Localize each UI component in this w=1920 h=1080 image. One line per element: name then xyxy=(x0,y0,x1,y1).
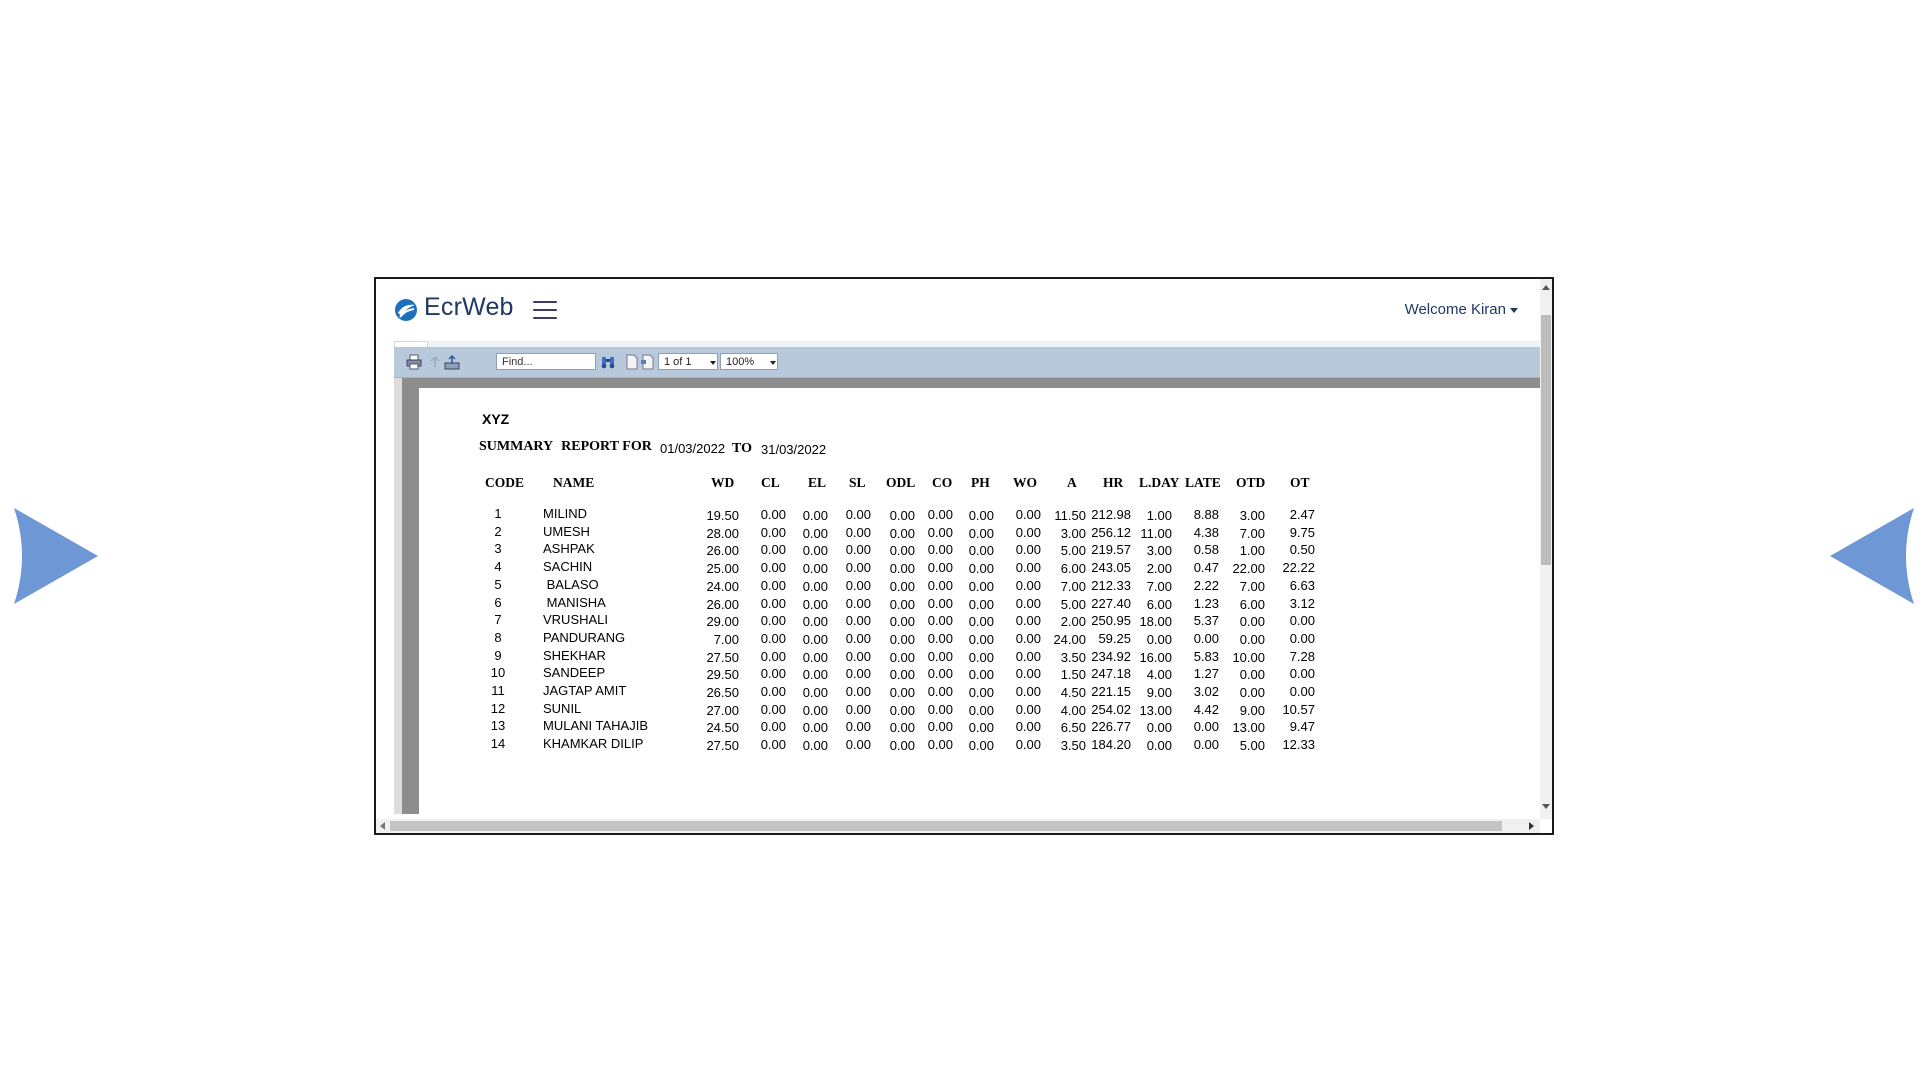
cell-el: 0.00 xyxy=(802,525,828,541)
cell-ot: 0.00 xyxy=(1289,684,1315,699)
cell-ph: 0.00 xyxy=(968,702,994,718)
cell-odl: 0.00 xyxy=(889,578,915,594)
cell-wd: 24.50 xyxy=(706,720,739,736)
cell-hr: 59.25 xyxy=(1098,630,1131,646)
cell-lday: 3.00 xyxy=(1146,543,1172,559)
cell-el: 0.00 xyxy=(802,614,828,630)
cell-a: 6.50 xyxy=(1060,720,1086,736)
cell-otd: 13.00 xyxy=(1232,720,1265,736)
report-page xyxy=(419,388,1540,814)
cell-wo: 0.00 xyxy=(1015,524,1041,540)
cell-el: 0.00 xyxy=(802,596,828,612)
column-header-code: CODE xyxy=(485,475,525,490)
cell-ot: 7.28 xyxy=(1289,648,1315,664)
ecrweb-logo-icon xyxy=(394,298,418,322)
cell-otd: 22.00 xyxy=(1232,561,1265,577)
cell-wd: 19.50 xyxy=(706,508,739,523)
column-header-cl: CL xyxy=(761,475,780,490)
cell-otd: 0.00 xyxy=(1239,631,1265,647)
cell-cl: 0.00 xyxy=(760,666,786,682)
page-dropdown-icon[interactable] xyxy=(710,361,716,365)
cell-lday: 6.00 xyxy=(1146,596,1172,612)
cell-ot: 9.75 xyxy=(1289,524,1315,540)
cell-wd: 26.00 xyxy=(706,596,739,612)
cell-hr: 226.77 xyxy=(1091,719,1131,735)
cell-el: 0.00 xyxy=(802,720,828,736)
cell-name: UMESH xyxy=(543,523,590,539)
previous-slide-arrow-icon[interactable] xyxy=(1830,508,1916,604)
horizontal-scroll-thumb[interactable] xyxy=(390,821,1502,831)
cell-late: 3.02 xyxy=(1193,684,1219,699)
cell-ot: 3.12 xyxy=(1289,595,1315,611)
cell-cl: 0.00 xyxy=(760,613,786,629)
cell-co: 0.00 xyxy=(927,630,953,646)
column-header-otd: OTD xyxy=(1236,475,1266,490)
column-header-wd: WD xyxy=(711,475,735,490)
report-title xyxy=(479,439,652,455)
vertical-scroll-thumb[interactable] xyxy=(1541,315,1551,565)
cell-ot: 0.50 xyxy=(1289,542,1315,558)
cell-otd: 7.00 xyxy=(1239,525,1265,541)
cell-odl: 0.00 xyxy=(889,738,915,754)
cell-name: MULANI TAHAJIB xyxy=(543,718,648,734)
cell-wd: 28.00 xyxy=(706,525,739,541)
cell-co: 0.00 xyxy=(927,701,953,717)
zoom-select[interactable]: 100% xyxy=(720,353,778,370)
binoculars-icon[interactable] xyxy=(600,354,616,370)
cell-lday: 0.00 xyxy=(1146,738,1172,754)
cell-odl: 0.00 xyxy=(889,685,915,700)
cell-late: 5.37 xyxy=(1193,613,1219,629)
welcome-label: Welcome Kiran xyxy=(1404,301,1506,318)
cell-cl: 0.00 xyxy=(760,560,786,576)
cell-otd: 0.00 xyxy=(1239,685,1265,700)
previous-arrow-icon[interactable] xyxy=(427,354,443,370)
cell-a: 5.00 xyxy=(1060,596,1086,612)
cell-odl: 0.00 xyxy=(889,667,915,683)
cell-code: 13 xyxy=(490,718,506,734)
cell-hr: 184.20 xyxy=(1091,737,1131,753)
cell-wd: 24.00 xyxy=(706,578,739,594)
cell-wo: 0.00 xyxy=(1015,542,1041,558)
cell-late: 4.42 xyxy=(1193,701,1219,717)
cell-ph: 0.00 xyxy=(968,649,994,665)
cell-ot: 12.33 xyxy=(1282,737,1315,753)
cell-wd: 29.50 xyxy=(706,667,739,683)
cell-lday: 7.00 xyxy=(1146,578,1172,594)
cell-late: 5.83 xyxy=(1193,648,1219,664)
cell-otd: 9.00 xyxy=(1239,702,1265,718)
cell-a: 4.50 xyxy=(1060,685,1086,700)
cell-a: 3.50 xyxy=(1060,649,1086,665)
cell-code: 6 xyxy=(494,594,502,610)
cell-cl: 0.00 xyxy=(760,737,786,753)
cell-ph: 0.00 xyxy=(968,685,994,700)
cell-code: 8 xyxy=(494,629,502,645)
hamburger-menu-icon[interactable] xyxy=(533,301,557,321)
cell-cl: 0.00 xyxy=(760,542,786,558)
cell-odl: 0.00 xyxy=(889,543,915,559)
cell-name: PANDURANG xyxy=(543,629,626,645)
cell-name: ASHPAK xyxy=(543,541,595,557)
cell-ph: 0.00 xyxy=(968,508,994,523)
cell-wo: 0.00 xyxy=(1015,613,1041,629)
cell-cl: 0.00 xyxy=(760,524,786,540)
cell-code: 9 xyxy=(494,647,502,663)
cell-sl: 0.00 xyxy=(845,595,871,611)
cell-late: 0.00 xyxy=(1193,630,1219,646)
cell-name: VRUSHALI xyxy=(543,612,609,628)
cell-sl: 0.00 xyxy=(845,648,871,664)
cell-ph: 0.00 xyxy=(968,561,994,577)
cell-name: JAGTAP AMIT xyxy=(543,683,627,698)
cell-otd: 3.00 xyxy=(1239,508,1265,523)
cell-sl: 0.00 xyxy=(845,507,871,522)
cell-hr: 219.57 xyxy=(1091,542,1131,558)
cell-cl: 0.00 xyxy=(760,701,786,717)
cell-code: 1 xyxy=(494,506,502,521)
user-menu[interactable] xyxy=(1405,301,1518,318)
cell-cl: 0.00 xyxy=(760,507,786,522)
cell-code: 3 xyxy=(494,541,502,557)
cell-a: 5.00 xyxy=(1060,543,1086,559)
cell-hr: 227.40 xyxy=(1091,595,1131,611)
caret-down-icon xyxy=(1510,308,1518,313)
report-viewer-toolbar xyxy=(394,347,1540,378)
cell-ot: 0.00 xyxy=(1289,630,1315,646)
cell-name: SACHIN xyxy=(543,559,593,575)
cell-el: 0.00 xyxy=(802,561,828,577)
cell-a: 11.50 xyxy=(1054,508,1086,523)
cell-late: 1.23 xyxy=(1193,595,1219,611)
cell-lday: 1.00 xyxy=(1146,508,1172,523)
column-header-sl: SL xyxy=(849,475,866,490)
cell-sl: 0.00 xyxy=(845,524,871,540)
cell-ot: 2.47 xyxy=(1289,507,1315,522)
cell-el: 0.00 xyxy=(802,543,828,559)
zoom-dropdown-icon[interactable] xyxy=(770,361,776,365)
cell-hr: 256.12 xyxy=(1091,524,1131,540)
cell-el: 0.00 xyxy=(802,667,828,683)
cell-cl: 0.00 xyxy=(760,630,786,646)
column-header-hr: HR xyxy=(1103,475,1124,490)
scroll-right-icon[interactable] xyxy=(1529,822,1534,830)
cell-code: 7 xyxy=(494,612,502,628)
cell-otd: 10.00 xyxy=(1232,649,1265,665)
date-from: 01/03/2022 xyxy=(660,441,726,456)
cell-co: 0.00 xyxy=(927,577,953,593)
cell-co: 0.00 xyxy=(927,560,953,576)
report-viewport xyxy=(394,378,1540,814)
cell-a: 3.00 xyxy=(1060,525,1086,541)
cell-el: 0.00 xyxy=(802,578,828,594)
cell-wd: 27.00 xyxy=(706,702,739,718)
cell-ph: 0.00 xyxy=(968,720,994,736)
cell-co: 0.00 xyxy=(927,684,953,699)
cell-a: 2.00 xyxy=(1060,614,1086,630)
cell-a: 24.00 xyxy=(1053,631,1086,647)
cell-cl: 0.00 xyxy=(760,577,786,593)
cell-sl: 0.00 xyxy=(845,737,871,753)
cell-lday: 16.00 xyxy=(1139,649,1172,665)
column-header-odl: ODL xyxy=(886,475,916,490)
cell-code: 14 xyxy=(490,736,506,752)
cell-co: 0.00 xyxy=(927,524,953,540)
cell-code: 2 xyxy=(494,523,502,539)
cell-odl: 0.00 xyxy=(889,702,915,718)
cell-cl: 0.00 xyxy=(760,595,786,611)
page-select[interactable]: 1 of 1 xyxy=(658,353,718,370)
cell-wd: 25.00 xyxy=(706,561,739,577)
cell-ot: 0.00 xyxy=(1289,666,1315,682)
cell-hr: 212.98 xyxy=(1091,507,1131,522)
cell-ot: 10.57 xyxy=(1282,701,1315,717)
cell-wo: 0.00 xyxy=(1015,648,1041,664)
cell-code: 10 xyxy=(490,665,506,681)
cell-wd: 27.50 xyxy=(706,738,739,754)
cell-a: 7.00 xyxy=(1060,578,1086,594)
cell-sl: 0.00 xyxy=(845,630,871,646)
cell-late: 2.22 xyxy=(1193,577,1219,593)
cell-cl: 0.00 xyxy=(760,719,786,735)
previous-page-icon[interactable] xyxy=(640,354,656,370)
cell-wo: 0.00 xyxy=(1015,595,1041,611)
column-header-late: LATE xyxy=(1185,475,1221,490)
cell-wo: 0.00 xyxy=(1015,666,1041,682)
cell-a: 4.00 xyxy=(1060,702,1086,718)
cell-otd: 6.00 xyxy=(1239,596,1265,612)
cell-odl: 0.00 xyxy=(889,561,915,577)
cell-lday: 11.00 xyxy=(1140,525,1172,541)
scroll-down-icon[interactable] xyxy=(1542,804,1550,809)
cell-ph: 0.00 xyxy=(968,596,994,612)
cell-hr: 250.95 xyxy=(1091,613,1131,629)
cell-wo: 0.00 xyxy=(1015,701,1041,717)
next-slide-arrow-icon[interactable] xyxy=(12,508,98,604)
first-page-icon[interactable] xyxy=(624,354,640,370)
cell-ph: 0.00 xyxy=(968,738,994,754)
cell-odl: 0.00 xyxy=(889,649,915,665)
cell-code: 5 xyxy=(494,576,502,592)
report-title-part1: SUMMARY xyxy=(479,439,554,454)
cell-wo: 0.00 xyxy=(1015,719,1041,735)
vertical-scrollbar[interactable] xyxy=(1540,279,1552,819)
cell-odl: 0.00 xyxy=(889,525,915,541)
cell-co: 0.00 xyxy=(927,666,953,682)
cell-el: 0.00 xyxy=(802,702,828,718)
cell-sl: 0.00 xyxy=(845,719,871,735)
cell-el: 0.00 xyxy=(802,738,828,754)
viewer-margin xyxy=(394,378,402,814)
cell-otd: 0.00 xyxy=(1239,667,1265,683)
cell-sl: 0.00 xyxy=(845,701,871,717)
cell-otd: 5.00 xyxy=(1239,738,1265,754)
app-window xyxy=(374,277,1554,835)
column-header-ot: OT xyxy=(1290,475,1310,490)
scroll-up-icon[interactable] xyxy=(1542,285,1550,290)
cell-el: 0.00 xyxy=(802,631,828,647)
cell-el: 0.00 xyxy=(802,508,828,523)
cell-lday: 9.00 xyxy=(1146,685,1172,700)
cell-hr: 243.05 xyxy=(1091,560,1131,576)
cell-el: 0.00 xyxy=(802,685,828,700)
cell-co: 0.00 xyxy=(927,613,953,629)
column-header-name: NAME xyxy=(553,475,595,490)
cell-wo: 0.00 xyxy=(1015,630,1041,646)
cell-late: 0.00 xyxy=(1193,719,1219,735)
cell-late: 8.88 xyxy=(1193,507,1219,522)
export-icon[interactable] xyxy=(444,354,460,370)
cell-wd: 26.50 xyxy=(706,685,739,700)
cell-late: 0.00 xyxy=(1193,737,1219,753)
cell-lday: 0.00 xyxy=(1146,720,1172,736)
cell-otd: 1.00 xyxy=(1239,543,1265,559)
cell-wd: 26.00 xyxy=(706,543,739,559)
cell-ph: 0.00 xyxy=(968,543,994,559)
cell-wo: 0.00 xyxy=(1015,737,1041,753)
to-label: TO xyxy=(732,441,752,456)
cell-code: 12 xyxy=(490,700,506,716)
cell-ph: 0.00 xyxy=(968,525,994,541)
cell-name: SUNIL xyxy=(543,700,582,716)
cell-late: 0.58 xyxy=(1193,542,1219,558)
print-icon[interactable] xyxy=(406,354,422,370)
cell-name: BALASO xyxy=(543,576,599,592)
cell-name: MILIND xyxy=(543,506,588,521)
cell-code: 11 xyxy=(491,683,505,698)
cell-lday: 13.00 xyxy=(1139,702,1172,718)
cell-hr: 221.15 xyxy=(1091,684,1131,699)
cell-late: 4.38 xyxy=(1193,524,1219,540)
cell-wo: 0.00 xyxy=(1015,560,1041,576)
cell-otd: 0.00 xyxy=(1239,614,1265,630)
cell-lday: 0.00 xyxy=(1146,631,1172,647)
cell-sl: 0.00 xyxy=(845,666,871,682)
cell-ot: 22.22 xyxy=(1282,560,1315,576)
cell-sl: 0.00 xyxy=(845,560,871,576)
cell-sl: 0.00 xyxy=(845,613,871,629)
column-header-ph: PH xyxy=(971,475,990,490)
cell-ph: 0.00 xyxy=(968,667,994,683)
cell-el: 0.00 xyxy=(802,649,828,665)
cell-sl: 0.00 xyxy=(845,577,871,593)
cell-ph: 0.00 xyxy=(968,614,994,630)
cell-ph: 0.00 xyxy=(968,578,994,594)
cell-wo: 0.00 xyxy=(1015,507,1041,522)
cell-name: KHAMKAR DILIP xyxy=(543,736,644,752)
cell-a: 6.00 xyxy=(1060,561,1086,577)
cell-lday: 4.00 xyxy=(1146,667,1172,683)
cell-ot: 9.47 xyxy=(1289,719,1315,735)
top-navbar xyxy=(376,279,1540,341)
cell-lday: 2.00 xyxy=(1146,561,1172,577)
cell-name: SHEKHAR xyxy=(543,647,606,663)
cell-name: SANDEEP xyxy=(543,665,606,681)
cell-hr: 212.33 xyxy=(1091,577,1131,593)
find-input[interactable]: Find... xyxy=(496,353,596,370)
company-name: XYZ xyxy=(482,411,510,427)
cell-a: 1.50 xyxy=(1060,667,1086,683)
cell-co: 0.00 xyxy=(927,719,953,735)
cell-late: 0.47 xyxy=(1193,560,1219,576)
cell-co: 0.00 xyxy=(927,595,953,611)
cell-hr: 234.92 xyxy=(1091,648,1131,664)
cell-odl: 0.00 xyxy=(889,720,915,736)
cell-cl: 0.00 xyxy=(760,648,786,664)
cell-co: 0.00 xyxy=(927,648,953,664)
cell-a: 3.50 xyxy=(1060,738,1086,754)
cell-hr: 247.18 xyxy=(1091,666,1131,682)
cell-name: MANISHA xyxy=(543,594,606,610)
column-header-a: A xyxy=(1067,475,1077,490)
cell-ot: 0.00 xyxy=(1289,613,1315,629)
cell-late: 1.27 xyxy=(1193,666,1219,682)
cell-cl: 0.00 xyxy=(760,684,786,699)
app-name[interactable]: EcrWeb xyxy=(424,293,514,321)
cell-wo: 0.00 xyxy=(1015,577,1041,593)
cell-co: 0.00 xyxy=(927,737,953,753)
cell-lday: 18.00 xyxy=(1139,614,1172,630)
horizontal-scrollbar[interactable] xyxy=(376,819,1540,833)
cell-ot: 6.63 xyxy=(1289,577,1315,593)
cell-wd: 27.50 xyxy=(706,649,739,665)
report-title-part2: REPORT FOR xyxy=(561,439,652,454)
date-to: 31/03/2022 xyxy=(761,442,827,457)
cell-wd: 29.00 xyxy=(706,614,739,630)
cell-odl: 0.00 xyxy=(889,631,915,647)
column-header-el: EL xyxy=(808,475,827,490)
cell-wd: 7.00 xyxy=(713,631,739,647)
column-header-wo: WO xyxy=(1013,475,1038,490)
cell-sl: 0.00 xyxy=(845,542,871,558)
cell-otd: 7.00 xyxy=(1239,578,1265,594)
cell-co: 0.00 xyxy=(927,542,953,558)
scroll-left-icon[interactable] xyxy=(380,822,385,830)
cell-wo: 0.00 xyxy=(1015,684,1041,699)
cell-odl: 0.00 xyxy=(889,596,915,612)
cell-hr: 254.02 xyxy=(1091,701,1131,717)
cell-code: 4 xyxy=(494,559,502,575)
cell-odl: 0.00 xyxy=(889,508,915,523)
cell-sl: 0.00 xyxy=(845,684,871,699)
cell-co: 0.00 xyxy=(927,507,953,522)
column-header-co: CO xyxy=(932,475,953,490)
cell-odl: 0.00 xyxy=(889,614,915,630)
column-header-lday: L.DAY xyxy=(1139,475,1180,490)
cell-ph: 0.00 xyxy=(968,631,994,647)
